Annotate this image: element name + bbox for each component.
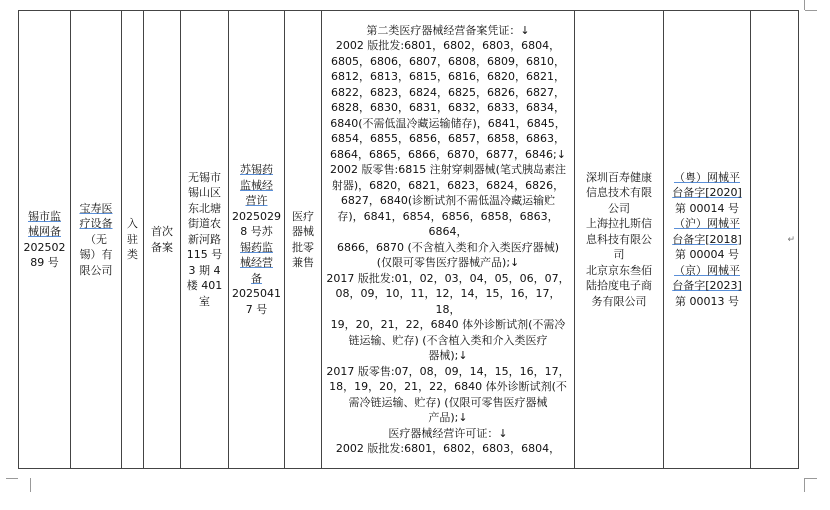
platform-company-lines: [578, 170, 660, 310]
address-line: 新河路: [188, 232, 221, 246]
license-line: 监械经: [240, 178, 273, 192]
license-line: 8 号苏: [240, 225, 273, 238]
business-mode-line: 兼售: [292, 256, 314, 269]
registration-table: [18, 10, 799, 469]
address-line: 锡山区: [188, 186, 221, 200]
business-scope-line: 08，09，10，11，12，14，15，16，17，18，: [335, 287, 561, 316]
license-number-cell: [229, 11, 285, 469]
business-scope-line: 器械);↓: [428, 349, 468, 362]
platform-filing-lines: [667, 170, 747, 310]
license-line: 7 号: [245, 302, 268, 316]
category-line: 驻: [127, 232, 138, 246]
crop-mark-top-right-h: [805, 10, 817, 11]
remarks-cell: [751, 11, 799, 469]
filing-number-line: 202502: [23, 240, 66, 254]
company-name-line: 锡）有: [79, 248, 113, 262]
platform-company-line: 深圳百寿健康: [586, 170, 652, 184]
platform-filing-line: （沪）网械平: [674, 217, 740, 231]
platform-filing-line: 台备字[2020]: [672, 186, 742, 200]
business-scope-line: 2017 版零售:07，08，09，14，15，16，17，: [326, 364, 570, 378]
license-line: 苏锡药: [240, 163, 273, 176]
crop-mark-bottom-right: [804, 478, 817, 492]
business-scope-line: 6864，6865，6866，6870，6877，6846;↓: [330, 147, 566, 161]
company-name-line: 疗设备: [79, 217, 113, 231]
platform-company-line: 上海拉扎斯信: [586, 217, 652, 231]
business-mode-cell: [285, 11, 322, 469]
business-scope-lines: [325, 23, 571, 457]
address-line: 街道农: [188, 217, 221, 231]
address-line: 无锡市: [188, 170, 221, 184]
company-name-line: 限公司: [79, 263, 113, 277]
platform-filing-line: 第 00014 号: [675, 201, 739, 215]
category-line: 类: [127, 248, 138, 262]
business-scope-line: 6812，6813，6815，6816，6820，6821，: [331, 70, 565, 83]
filing-number-cell: [19, 11, 71, 469]
filing-type-line: 备案: [151, 240, 173, 254]
business-scope-line: 第二类医疗器械经营备案凭证：↓: [366, 23, 530, 37]
platform-company-line: 司: [613, 248, 625, 262]
business-scope-line: 医疗器械经营许可证：↓: [388, 426, 508, 440]
business-scope-line: 射器)，6820，6821，6823，6824，6826，: [331, 178, 565, 192]
crop-mark-bottom-left-h: [6, 478, 18, 479]
license-line: 械经营: [240, 256, 273, 269]
business-scope-line: 6827，6840(诊断试剂不需低温冷藏运输贮: [340, 194, 556, 207]
business-scope-line: 18，19，20，21，22，6840 体外诊断试剂(不: [329, 380, 567, 393]
business-scope-line: 需冷链运输、贮存) (仅限可零售医疗器械: [348, 395, 548, 409]
platform-filing-line: 第 00004 号: [675, 248, 739, 262]
business-scope-line: 6854，6855，6856，6857，6858，6863，: [331, 132, 565, 145]
license-line: 营许: [245, 194, 268, 207]
license-line: 备: [251, 271, 262, 285]
business-scope-line: (仅限可零售医疗器械产品);↓: [376, 256, 520, 269]
platform-company-line: 公司: [608, 201, 630, 215]
platform-company-line: 务有限公司: [591, 294, 647, 308]
filing-number-line: 89 号: [30, 256, 59, 269]
filing-type-line: 首次: [151, 225, 173, 238]
business-mode-line: 批零: [292, 240, 314, 254]
category-cell: [122, 11, 144, 469]
business-scope-line: 6840(不需低温冷藏运输储存)，6841，6845，: [330, 116, 566, 130]
business-scope-line: 6866，6870 (不含植入类和介入类医疗器械): [336, 240, 560, 254]
crop-mark-bottom-right-h: [805, 478, 817, 479]
license-line: 2025029: [232, 209, 281, 223]
license-line: 锡药监: [240, 240, 273, 254]
table-row: [19, 11, 799, 469]
address-line: 楼 401: [186, 279, 223, 293]
crop-mark-top-right: [804, 0, 817, 10]
business-scope-line: 6822，6823，6824，6825，6826，6827，: [331, 85, 565, 99]
filing-type-cell: [144, 11, 181, 469]
address-line: 115 号: [186, 248, 223, 262]
business-scope-line: 2017 版批发:01，02，03，04，05，06，07，: [326, 271, 570, 285]
company-name-cell: [71, 11, 122, 469]
platform-company-line: 信息技术有限: [586, 186, 652, 200]
company-name-line: （无: [85, 232, 107, 246]
address-line: 室: [199, 294, 210, 308]
business-scope-line: 存)，6841，6854，6856，6858，6863，6864，: [337, 209, 559, 238]
platform-filing-line: （粤）网械平: [674, 170, 740, 184]
category-line: 入: [127, 217, 138, 231]
platform-filing-cell: [664, 11, 751, 469]
filing-number-line: 锡市监: [28, 209, 61, 223]
address-line: 东北塘: [188, 201, 221, 215]
crop-mark-bottom-left: [18, 478, 31, 492]
paragraph-mark: ↵: [787, 234, 795, 245]
platform-filing-line: （京）网械平: [674, 263, 740, 277]
business-scope-line: 19，20，21，22，6840 体外诊断试剂(不需冷: [330, 318, 566, 331]
platform-company-line: 北京京东叁佰: [586, 263, 652, 277]
business-scope-line: 6805，6806，6807，6808，6809，6810，: [331, 54, 565, 68]
business-mode-line: 医疗: [292, 209, 314, 223]
platform-filing-line: 第 00013 号: [675, 294, 739, 308]
business-scope-line: 2002 版零售:6815 注射穿刺器械(笔式胰岛素注: [330, 163, 566, 176]
address-cell: [181, 11, 229, 469]
business-scope-cell: [322, 11, 575, 469]
platform-filing-line: 台备字[2023]: [672, 279, 742, 293]
business-mode-line: 器械: [292, 225, 314, 238]
platform-filing-line: 台备字[2018]: [672, 232, 742, 246]
business-scope-line: 2002 版批发:6801，6802，6803，6804，: [335, 442, 561, 455]
business-scope-line: 产品);↓: [428, 411, 468, 424]
filing-number-line: 械网备: [28, 225, 61, 238]
platform-companies-cell: [575, 11, 664, 469]
license-line: 2025041: [232, 287, 281, 300]
business-scope-line: 2002 版批发:6801，6802，6803，6804，: [335, 39, 561, 52]
business-scope-line: 链运输、贮存) (不含植入类和介入类医疗: [348, 333, 548, 347]
business-scope-line: 6828，6830，6831，6832，6833，6834，: [331, 101, 565, 114]
platform-company-line: 陆拾度电子商: [586, 279, 652, 293]
address-line: 3 期 4: [188, 263, 221, 277]
company-name-line: 宝寿医: [79, 201, 113, 215]
platform-company-line: 息科技有限公: [586, 232, 652, 246]
